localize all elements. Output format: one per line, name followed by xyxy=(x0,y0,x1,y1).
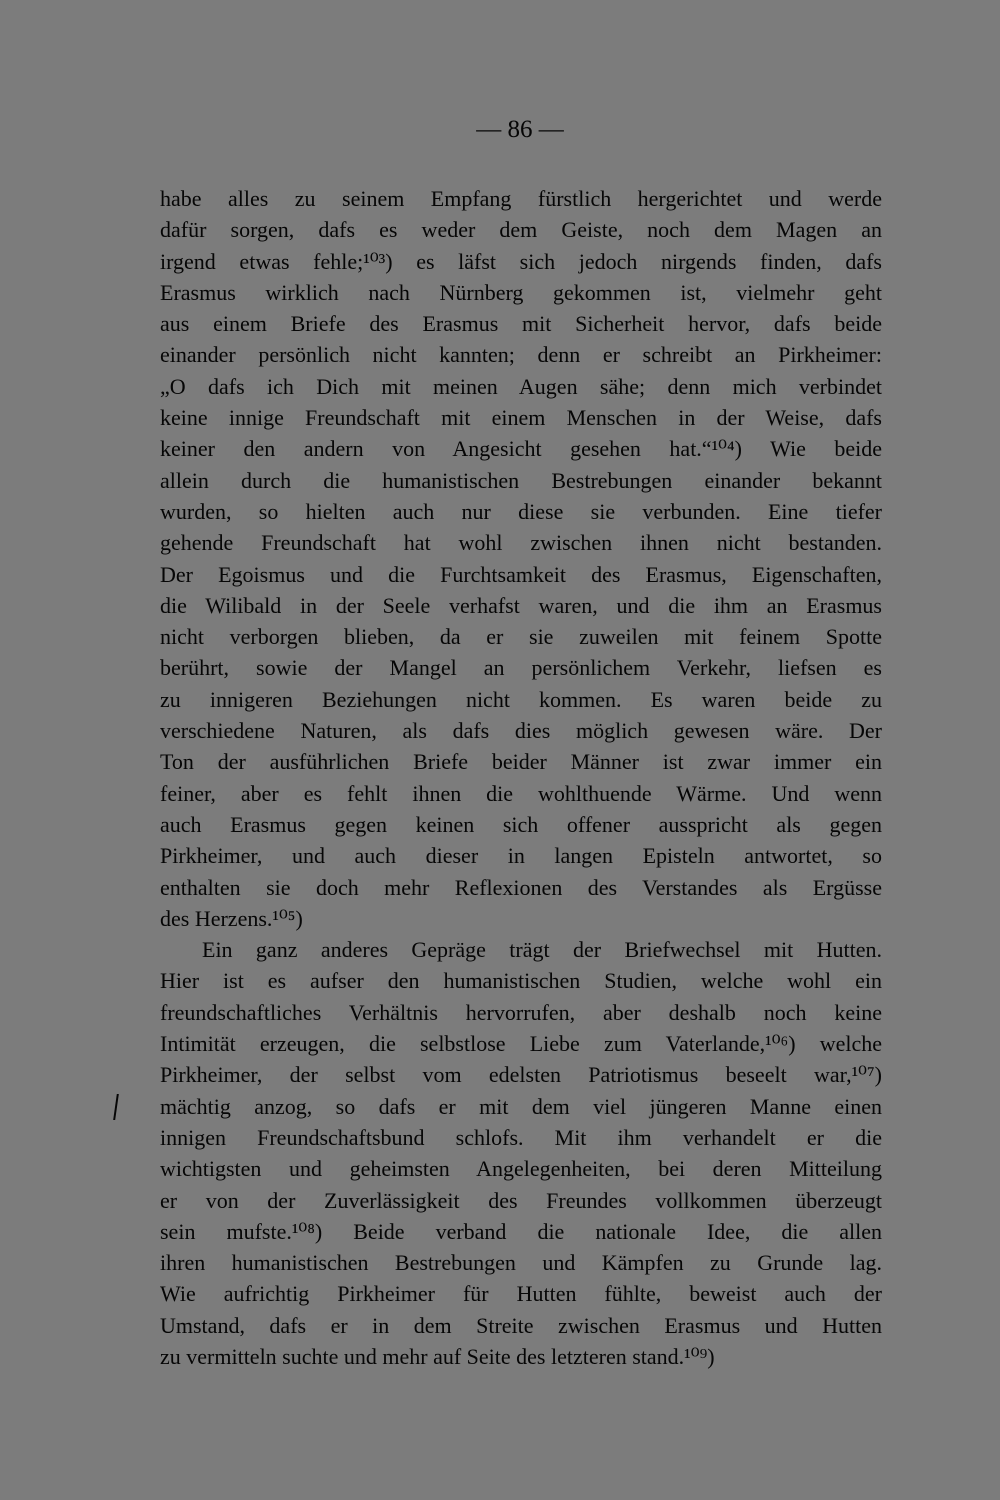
text-line: Umstand, dafs er in dem Streite zwischen Erasmus und Hutten xyxy=(160,1312,882,1338)
text-line: Pirkheimer, der selbst vom edelsten Patriotismus beseelt war,¹⁰⁷) xyxy=(160,1062,882,1088)
text-line: auch Erasmus gegen keinen sich offener ausspricht als gegen xyxy=(160,811,882,837)
text-line: Wie aufrichtig Pirkheimer für Hutten fühlte, beweist auch der xyxy=(160,1281,882,1307)
text-line: irgend etwas fehle;¹⁰³) es läfst sich jedoch nirgends finden, dafs xyxy=(160,248,882,274)
text-line: nicht verborgen blieben, da er sie zuweilen mit feinem Spotte xyxy=(160,624,882,650)
text-line: enthalten sie doch mehr Reflexionen des Verstandes als Ergüsse xyxy=(160,874,882,900)
text-line: des Herzens.¹⁰⁵) xyxy=(160,905,303,931)
text-line: innigen Freundschaftsbund schlofs. Mit ihm verhandelt er die xyxy=(160,1124,882,1150)
text-line: mächtig anzog, so dafs er mit dem viel jüngeren Manne einen xyxy=(160,1093,882,1119)
text-line: verschiedene Naturen, als dafs dies möglich gewesen wäre. Der xyxy=(160,718,882,744)
text-line: Erasmus wirklich nach Nürnberg gekommen ist, vielmehr geht xyxy=(160,279,882,305)
text-line: die Wilibald in der Seele verhafst waren, und die ihm an Erasmus xyxy=(160,592,882,618)
text-line: Ton der ausführlichen Briefe beider Männer ist zwar immer ein xyxy=(160,749,882,775)
text-line: keiner den andern von Angesicht gesehen hat.“¹⁰⁴) Wie beide xyxy=(160,436,882,462)
text-line: allein durch die humanistischen Bestrebungen einander bekannt xyxy=(160,467,882,493)
text-line: freundschaftliches Verhältnis hervorrufen, aber deshalb noch keine xyxy=(160,999,882,1025)
text-line: Ein ganz anderes Gepräge trägt der Briefwechsel mit Hutten. xyxy=(202,937,882,963)
text-line: keine innige Freundschaft mit einem Menschen in der Weise, dafs xyxy=(160,405,882,431)
text-line: Hier ist es aufser den humanistischen Studien, welche wohl ein xyxy=(160,968,882,994)
text-line: habe alles zu seinem Empfang fürstlich hergerichtet und werde xyxy=(160,186,882,211)
page-number: — 86 — xyxy=(476,116,564,143)
text-line: feiner, aber es fehlt ihnen die wohlthuende Wärme. Und wenn xyxy=(160,780,882,806)
text-line: gehende Freundschaft hat wohl zwischen ihnen nicht bestanden. xyxy=(160,530,882,556)
text-line: berührt, sowie der Mangel an persönlichem Verkehr, liefsen es xyxy=(160,655,882,681)
text-line: zu innigeren Beziehungen nicht kommen. Es waren beide zu xyxy=(160,686,882,712)
text-line: einander persönlich nicht kannten; denn er schreibt an Pirkheimer: xyxy=(160,342,882,368)
text-line: Pirkheimer, und auch dieser in langen Episteln antwortet, so xyxy=(160,843,882,869)
text-line: Der Egoismus und die Furchtsamkeit des Erasmus, Eigenschaften, xyxy=(160,561,882,587)
text-line: „O dafs ich Dich mit meinen Augen sähe; denn mich verbindet xyxy=(160,373,882,399)
text-line: wurden, so hielten auch nur diese sie verbunden. Eine tiefer xyxy=(160,498,882,524)
text-line: Intimität erzeugen, die selbstlose Liebe zum Vaterlande,¹⁰⁶) welche xyxy=(160,1031,882,1057)
text-line: ihren humanistischen Bestrebungen und Kämpfen zu Grunde lag. xyxy=(160,1250,882,1276)
margin-mark xyxy=(113,1094,119,1120)
text-line: er von der Zuverlässigkeit des Freundes vollkommen überzeugt xyxy=(160,1187,882,1213)
text-line: wichtigsten und geheimsten Angelegenheiten, bei deren Mitteilung xyxy=(160,1156,882,1182)
text-line: zu vermitteln suchte und mehr auf Seite des letzteren stand.¹⁰⁹) xyxy=(160,1343,715,1369)
text-line: aus einem Briefe des Erasmus mit Sicherheit hervor, dafs beide xyxy=(160,311,882,337)
text-line: dafür sorgen, dafs es weder dem Geiste, noch dem Magen an xyxy=(160,217,882,243)
text-line: sein mufste.¹⁰⁸) Beide verband die nationale Idee, die allen xyxy=(160,1218,882,1244)
body-text xyxy=(160,183,882,1372)
